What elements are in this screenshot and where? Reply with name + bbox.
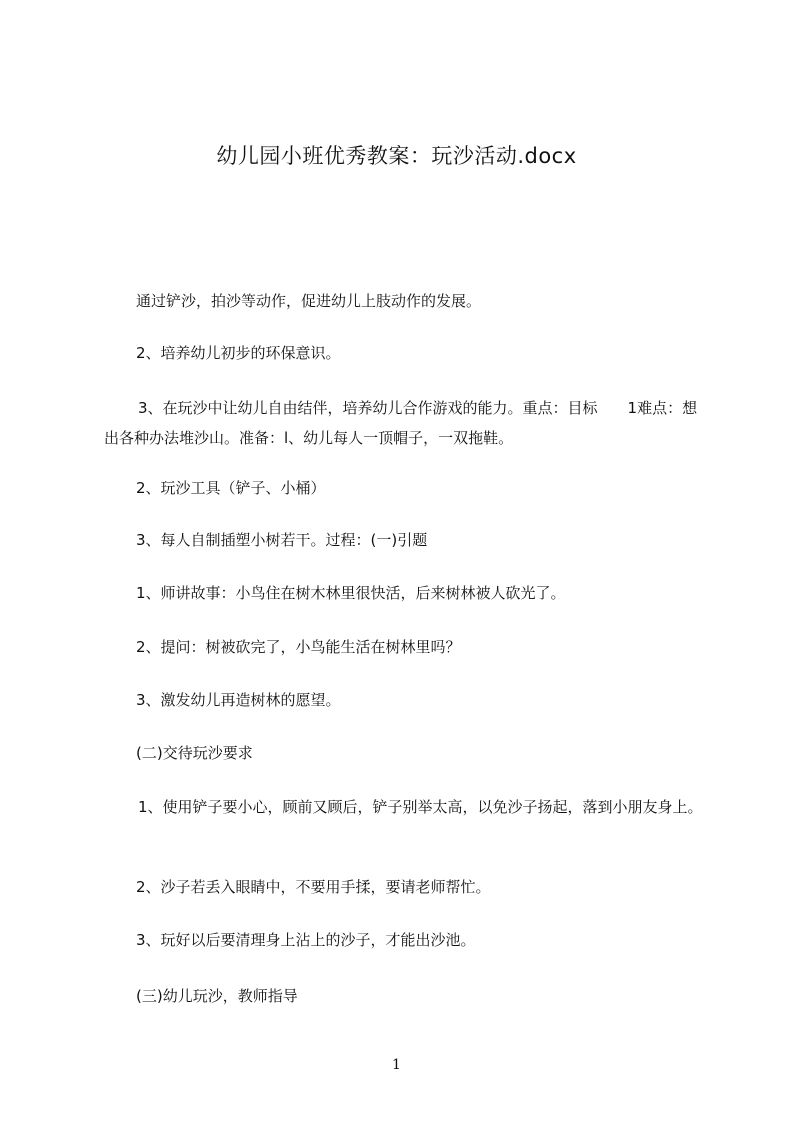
paragraph-rule-3: 3、玩好以后要清理身上沾上的沙子，才能出沙池。 bbox=[136, 931, 476, 949]
paragraph-prep-2: 2、玩沙工具（铲子、小桶） bbox=[136, 479, 326, 497]
paragraph-step-1: 1、师讲故事：小鸟住在树木林里很快活，后来树林被人砍光了。 bbox=[136, 584, 566, 602]
paragraph-goal-3: 3、在玩沙中让幼儿自由结伴，培养幼儿合作游戏的能力。重点：目标 1难点：想出各种办法堆沙山。准备：l、幼儿每人一顶帽子，一双拖鞋。 bbox=[104, 399, 698, 447]
paragraph-step-2: 2、提问：树被砍完了，小鸟能生活在树林里吗？ bbox=[136, 638, 461, 656]
section-heading-3: (三)幼儿玩沙，教师指导 bbox=[136, 987, 298, 1005]
paragraph-goal-1: 通过铲沙，拍沙等动作，促进幼儿上肢动作的发展。 bbox=[136, 292, 482, 310]
paragraph-rule-2: 2、沙子若丢入眼睛中，不要用手揉，要请老师帮忙。 bbox=[136, 878, 491, 896]
paragraph-rule-1: 1、使用铲子要小心，顾前又顾后，铲子别举太高，以免沙子扬起，落到小朋友身上。 bbox=[138, 798, 703, 816]
paragraph-step-3: 3、激发幼儿再造树林的愿望。 bbox=[136, 691, 341, 709]
page-number: 1 bbox=[392, 1057, 401, 1073]
section-heading-2: (二)交待玩沙要求 bbox=[136, 744, 253, 762]
paragraph-prep-3: 3、每人自制插塑小树若干。过程：(一)引题 bbox=[136, 531, 428, 549]
paragraph-goal-2: 2、培养幼儿初步的环保意识。 bbox=[136, 344, 341, 362]
document-title: 幼儿园小班优秀教案：玩沙活动.docx bbox=[216, 144, 577, 168]
